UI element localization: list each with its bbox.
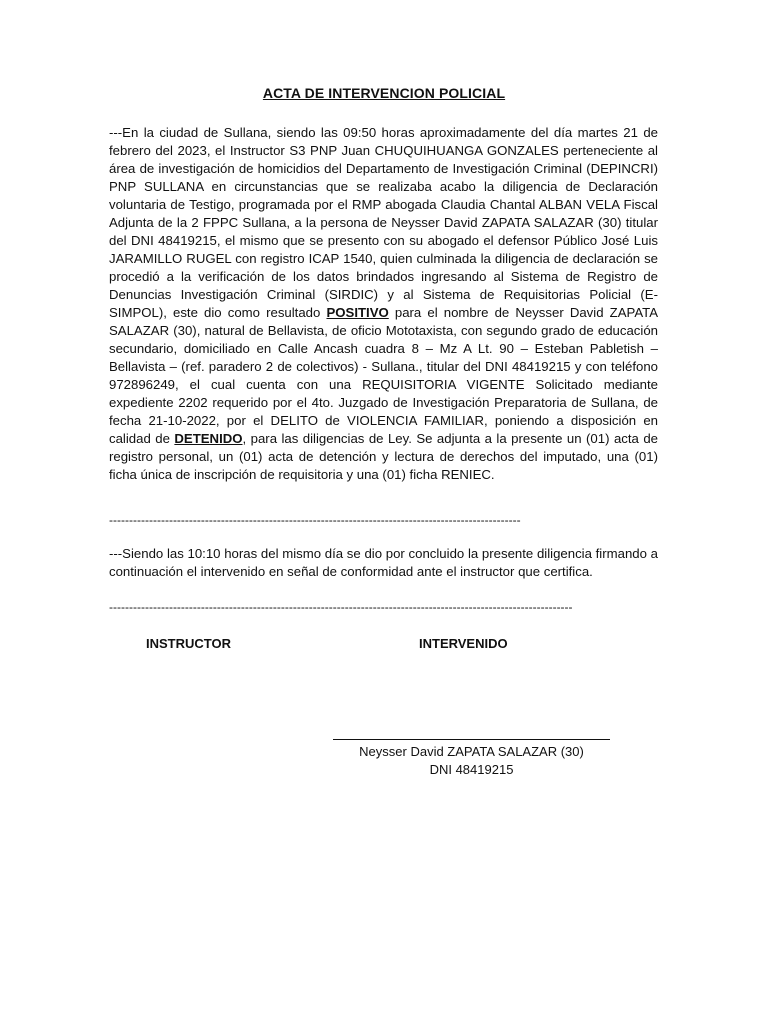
detained-highlight: DETENIDO [174, 431, 243, 446]
result-positive-highlight: POSITIVO [326, 305, 389, 320]
paragraph-text-part3: , para las diligencias de Ley. Se adjunta a la presente un (01) acta de registro personal, un (01) acta de detención y lectura de derechos del imputado, una (01) ficha única de inscripción de requisitoria y una (01) ficha RENIEC. [109, 431, 658, 482]
separator-line: -------------------------------------------------------------------------------------------------------------------- [109, 600, 573, 614]
signature-line [333, 739, 610, 740]
intervenido-label: INTERVENIDO [419, 636, 508, 651]
paragraph-text-part1: ---En la ciudad de Sullana, siendo las 09:50 horas aproximadamente del día martes 21 de febrero del 2023, el Instructor S3 PNP Juan CHUQUIHUANGA GONZALES perteneciente al área de investigación de homicidios del Departamento de Investigación Criminal (DEPINCRI) PNP SULLANA en circunstancias que se realizaba acabo la diligencia de Declaración voluntaria de Testigo, programada por el RMP abogada Claudia Chantal ALBAN VELA Fiscal Adjunta de la 2 FPPC Sullana, a la persona de Neysser David ZAPATA SALAZAR (30) titular del DNI 48419215, el mismo que se presento con su abogado el defensor Público José Luis JARAMILLO RUGEL con registro ICAP 1540, quien culminada la diligencia de declaración se procedió a la verificación de los datos brindados ingresando al Sistema de Registro de Denuncias Investigación Criminal (SIRDIC) y al Sistema de Requisitorias Policial (E-SIMPOL), este dio como resultado [109, 125, 658, 320]
separator-line: ------------------------------------------------------------------------------------------------------- [109, 513, 521, 527]
instructor-label: INSTRUCTOR [146, 636, 231, 651]
closing-paragraph: ---Siendo las 10:10 horas del mismo día se dio por concluido la presente diligencia firmando a continuación el intervenido en señal de conformidad ante el instructor que certifica. [109, 546, 658, 579]
paragraph-text-part2: para el nombre de Neysser David ZAPATA SALAZAR (30), natural de Bellavista, de oficio Mototaxista, con segundo grado de educación secundario, domiciliado en Calle Ancash cuadra 8 – Mz A Lt. 90 – Esteban Pabletish – Bellavista – (ref. paradero 2 de colectivos) - Sullana., titular del DNI 48419215 y con teléfono 972896249, el cual cuenta con una REQUISITORIA VIGENTE Solicitado mediante expediente 2202 requerido por el 4to. Juzgado de Investigación Preparatoria de Sullana, de fecha 21-10-2022, por el DELITO de VIOLENCIA FAMILIAR, poniendo a disposición en calidad de [109, 305, 659, 446]
intervenido-dni: DNI 48419215 [429, 762, 514, 777]
intervenido-name: Neysser David ZAPATA SALAZAR (30) [359, 744, 584, 759]
document-title: ACTA DE INTERVENCION POLICIAL [262, 85, 506, 101]
intervention-paragraph [109, 124, 658, 484]
